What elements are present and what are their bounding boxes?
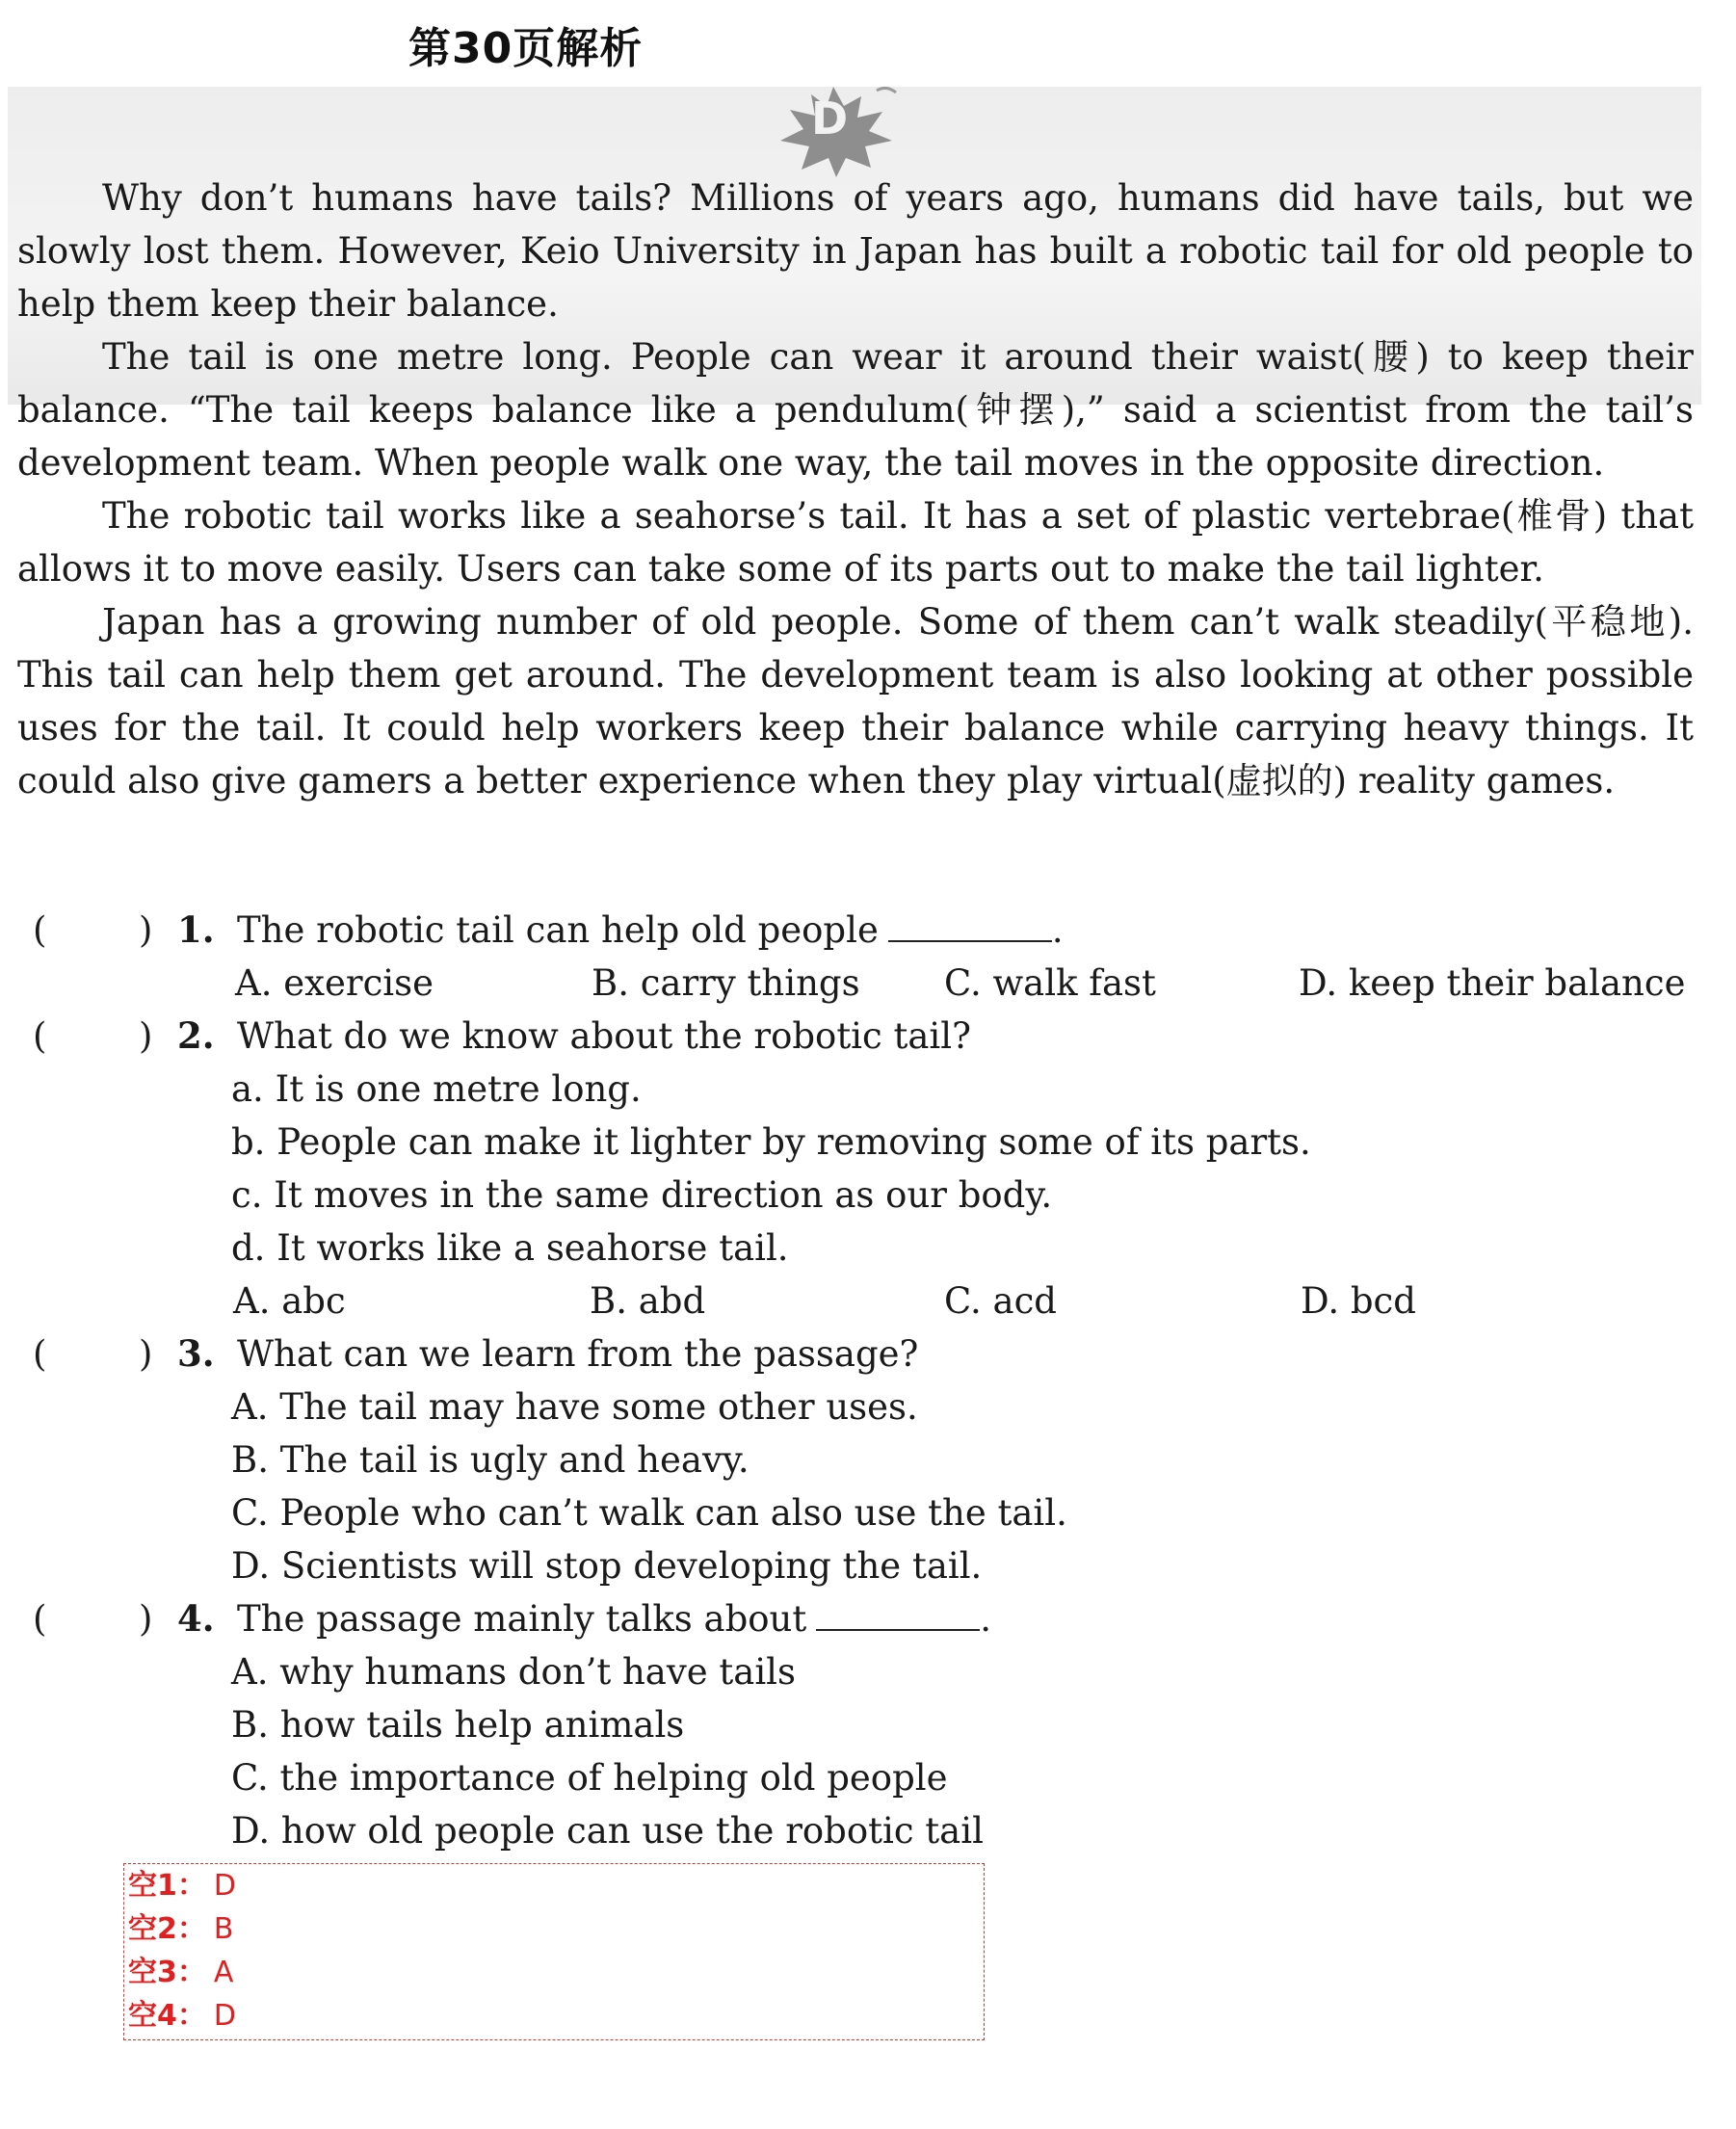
answer-line bbox=[124, 1951, 984, 1994]
question-number: 1. bbox=[177, 908, 215, 951]
question-number: 4. bbox=[177, 1597, 215, 1640]
option-d[interactable] bbox=[25, 1539, 1701, 1592]
statement-text: d. It works like a seahorse tail. bbox=[231, 1227, 789, 1269]
option-c[interactable] bbox=[25, 1751, 1701, 1804]
fill-blank[interactable] bbox=[816, 1594, 980, 1631]
option-text: B. how tails help animals bbox=[231, 1704, 685, 1746]
option-b[interactable] bbox=[25, 1698, 1701, 1751]
passage-paragraph: The robotic tail works like a seahorse’s tail. It has a set of plastic vertebrae(椎骨) that allows it to move easily. Users can take some of its parts out to make the tail lighter. bbox=[17, 495, 1694, 590]
option-b[interactable]: B. abd bbox=[590, 1280, 706, 1322]
option-text: C. People who can’t walk can also use the tail. bbox=[231, 1492, 1067, 1534]
answer-paren-close: ) bbox=[139, 909, 153, 951]
reading-passage bbox=[17, 171, 1694, 807]
option-d[interactable] bbox=[25, 1804, 1701, 1857]
option-b[interactable] bbox=[25, 1433, 1701, 1486]
statement-text: a. It is one metre long. bbox=[231, 1068, 642, 1110]
question-text: What can we learn from the passage? bbox=[237, 1333, 919, 1375]
question-text: The passage mainly talks about . bbox=[237, 1592, 991, 1645]
statement-c bbox=[25, 1169, 1701, 1222]
statement-b bbox=[25, 1116, 1701, 1169]
option-a[interactable] bbox=[25, 1380, 1701, 1433]
answer-line bbox=[124, 1907, 984, 1951]
answer-value: B bbox=[213, 1912, 234, 1946]
option-text: A. The tail may have some other uses. bbox=[231, 1386, 918, 1428]
answer-paren-open[interactable]: ( bbox=[33, 1598, 47, 1640]
question-number: 2. bbox=[177, 1014, 215, 1057]
answer-key-box bbox=[123, 1863, 985, 2040]
option-a[interactable]: A. abc bbox=[233, 1280, 346, 1322]
statement-text: c. It moves in the same direction as our body. bbox=[231, 1174, 1053, 1216]
answer-line bbox=[124, 1864, 984, 1907]
passage-paragraph: Japan has a growing number of old people. Some of them can’t walk steadily(平稳地). This tail can help them get around. The development team is also looking at other possible uses for the tail. It could help workers keep their balance while carrying heavy things. It could also give gamers a better experience when they play virtual(虚拟的) reality games. bbox=[17, 601, 1694, 802]
options-row bbox=[25, 957, 1701, 1010]
question-text: The robotic tail can help old people . bbox=[237, 904, 1064, 957]
question-list bbox=[25, 904, 1701, 1857]
option-c[interactable]: C. acd bbox=[944, 1280, 1057, 1322]
question-4 bbox=[25, 1592, 1701, 1645]
answer-label: 空1： bbox=[128, 1869, 206, 1903]
answer-paren-close: ) bbox=[139, 1015, 153, 1057]
question-3 bbox=[25, 1327, 1701, 1380]
option-text: D. how old people can use the robotic tail bbox=[231, 1810, 984, 1852]
answer-paren-open[interactable]: ( bbox=[33, 1333, 47, 1375]
option-c[interactable] bbox=[25, 1486, 1701, 1539]
question-text: What do we know about the robotic tail? bbox=[237, 1015, 971, 1057]
answer-label: 空4： bbox=[128, 1999, 206, 2033]
options-row bbox=[25, 1275, 1701, 1327]
answer-line bbox=[124, 1994, 984, 2037]
option-b[interactable]: B. carry things bbox=[592, 962, 860, 1004]
passage-paragraph: The tail is one metre long. People can wear it around their waist(腰) to keep their balance. “The tail keeps balance like a pendulum(钟摆),” said a scientist from the tail’s development team. When people walk one way, the tail moves in the opposite direction. bbox=[17, 336, 1694, 484]
option-a[interactable]: A. exercise bbox=[235, 962, 434, 1004]
statement-a bbox=[25, 1063, 1701, 1116]
question-number: 3. bbox=[177, 1332, 215, 1375]
option-d[interactable]: D. bcd bbox=[1301, 1280, 1416, 1322]
option-a[interactable] bbox=[25, 1645, 1701, 1698]
statement-d bbox=[25, 1222, 1701, 1275]
option-text: D. Scientists will stop developing the tail. bbox=[231, 1545, 983, 1587]
answer-paren-open[interactable]: ( bbox=[33, 909, 47, 951]
option-c[interactable]: C. walk fast bbox=[944, 962, 1156, 1004]
answer-value: D bbox=[213, 1869, 236, 1903]
passage-paragraph: Why don’t humans have tails? Millions of years ago, humans did have tails, but we slowly lost them. However, Keio University in Japan has built a robotic tail for old people to help them keep their balance. bbox=[17, 177, 1694, 325]
section-letter: D bbox=[811, 92, 849, 145]
option-text: C. the importance of helping old people bbox=[231, 1757, 948, 1799]
fill-blank[interactable] bbox=[888, 906, 1052, 942]
option-text: B. The tail is ugly and heavy. bbox=[231, 1439, 750, 1481]
answer-value: A bbox=[213, 1956, 234, 1989]
question-1 bbox=[25, 904, 1701, 957]
answer-paren-close: ) bbox=[139, 1333, 153, 1375]
question-2 bbox=[25, 1010, 1701, 1063]
option-d[interactable]: D. keep their balance bbox=[1299, 962, 1686, 1004]
answer-paren-open[interactable]: ( bbox=[33, 1015, 47, 1057]
page-title: 第30页解析 bbox=[408, 24, 644, 73]
statement-text: b. People can make it lighter by removing some of its parts. bbox=[231, 1121, 1311, 1163]
answer-label: 空3： bbox=[128, 1956, 206, 1989]
answer-label: 空2： bbox=[128, 1912, 206, 1946]
answer-value: D bbox=[213, 1999, 236, 2033]
answer-paren-close: ) bbox=[139, 1598, 153, 1640]
option-text: A. why humans don’t have tails bbox=[231, 1651, 797, 1693]
